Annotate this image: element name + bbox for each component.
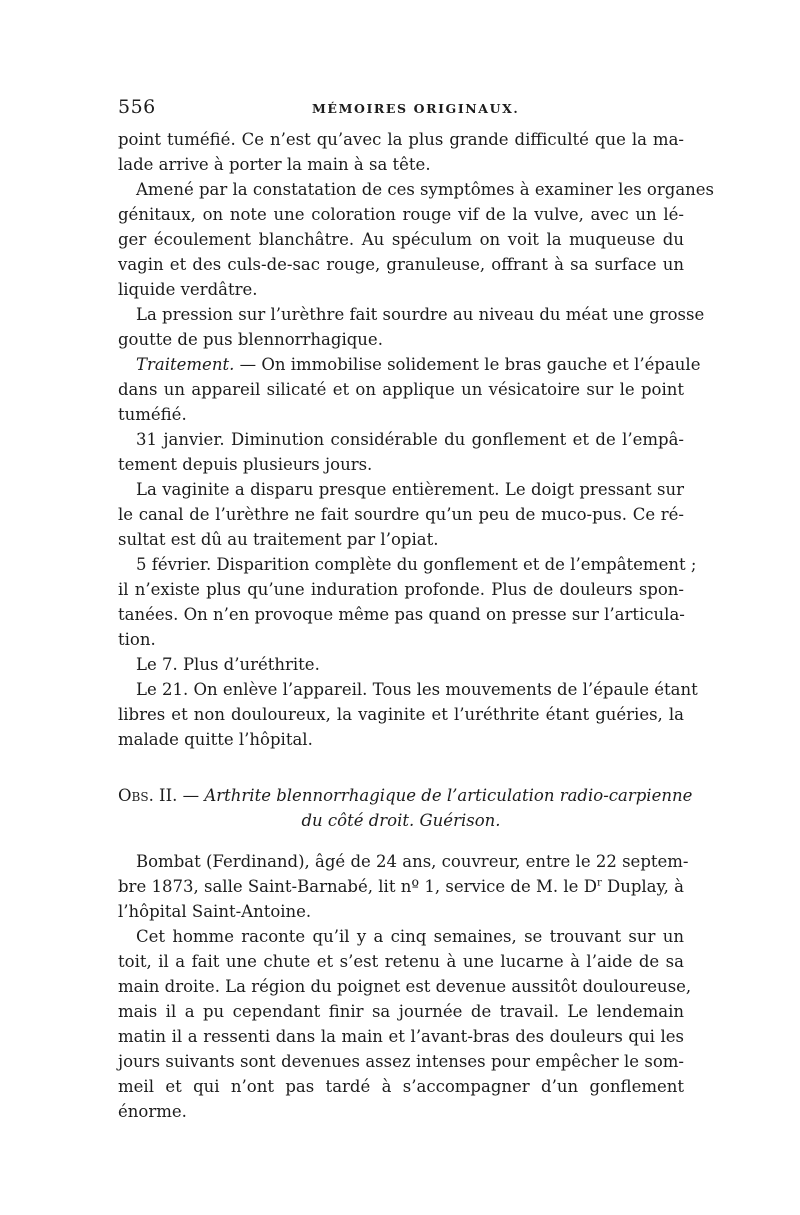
text-line: La pression sur l’urèthre fait sourdre au niveau du méat une grosse bbox=[136, 305, 705, 324]
text-line: tanées. On n’en provoque même pas quand on presse sur l’articula- bbox=[118, 605, 685, 624]
text-line: Le 7. Plus d’uréthrite. bbox=[136, 655, 320, 674]
text-line: jours suivants sont devenues assez intenses pour empêcher le som- bbox=[118, 1052, 684, 1071]
text-fragment: — On immobilise solidement le bras gauche et l’épaule bbox=[234, 355, 701, 374]
text-line: vagin et des culs-de-sac rouge, granuleuse, offrant à sa surface un bbox=[118, 255, 684, 274]
text-line: tion. bbox=[118, 630, 156, 649]
text-line: il n’existe plus qu’une induration profonde. Plus de douleurs spon- bbox=[118, 580, 684, 599]
observation-heading bbox=[118, 783, 693, 833]
text-line: énorme. bbox=[118, 1102, 187, 1121]
text-line: Amené par la constatation de ces symptômes à examiner les organes bbox=[136, 180, 715, 199]
text-line: main droite. La région du poignet est devenue aussitôt douloureuse, bbox=[118, 977, 692, 996]
text-line: La vaginite a disparu presque entièrement. Le doigt pressant sur bbox=[136, 480, 684, 499]
text-line: tuméfié. bbox=[118, 405, 187, 424]
observation-dash: — bbox=[177, 786, 205, 805]
text-line: génitaux, on note une coloration rouge vif de la vulve, avec un lé- bbox=[118, 205, 684, 224]
observation-title: Arthrite blennorrhagique de l’articulation radio-carpienne bbox=[204, 786, 693, 805]
text-fragment: bre 1873, salle Saint-Barnabé, lit nº 1, service de M. le bbox=[118, 877, 579, 896]
observation-text bbox=[118, 849, 692, 1124]
text-line: sultat est dû au traitement par l’opiat. bbox=[118, 530, 439, 549]
text-line: lade arrive à porter la main à sa tête. bbox=[118, 155, 431, 174]
text-line: toit, il a fait une chute et s’est retenu à une lucarne à l’aide de sa bbox=[118, 952, 684, 971]
text-line: le canal de l’urèthre ne fait sourdre qu’un peu de muco-pus. Ce ré- bbox=[118, 505, 684, 524]
page-header bbox=[118, 96, 684, 120]
text-line: 31 janvier. Diminution considérable du gonflement et de l’empâ- bbox=[136, 430, 684, 449]
case-continuation-text bbox=[118, 127, 715, 752]
treatment-label: Traitement. bbox=[136, 355, 235, 374]
text-line: liquide verdâtre. bbox=[118, 280, 258, 299]
text-line: matin il a ressenti dans la main et l’avant-bras des douleurs qui les bbox=[118, 1027, 684, 1046]
text-line: tement depuis plusieurs jours. bbox=[118, 455, 373, 474]
treatment-line bbox=[118, 352, 701, 377]
text-line: l’hôpital Saint-Antoine. bbox=[118, 902, 312, 921]
running-title: MÉMOIRES ORIGINAUX. bbox=[312, 101, 520, 116]
text-line: ger écoulement blanchâtre. Au spéculum on voit la muqueuse du bbox=[118, 230, 684, 249]
page-number: 556 bbox=[118, 96, 156, 118]
text-line: dans un appareil silicaté et on applique un vésicatoire sur le point bbox=[118, 380, 684, 399]
text-fragment: Duplay, à bbox=[601, 877, 684, 896]
observation-subtitle: du côté droit. Guérison. bbox=[301, 811, 501, 830]
text-line: goutte de pus blennorrhagique. bbox=[118, 330, 383, 349]
doctor-abbrev-sup: r bbox=[596, 877, 602, 889]
text-line: mais il a pu cependant finir sa journée de travail. Le lendemain bbox=[118, 1002, 684, 1021]
text-line: point tuméfié. Ce n’est qu’avec la plus grande difficulté que la ma- bbox=[118, 130, 684, 149]
text-line: 5 février. Disparition complète du gonflement et de l’empâtement ; bbox=[136, 555, 697, 574]
observation-label: Obs. II. bbox=[118, 786, 178, 805]
text-line-with-title bbox=[118, 874, 684, 899]
text-line: Cet homme raconte qu’il y a cinq semaines, se trouvant sur un bbox=[136, 927, 684, 946]
text-line: Bombat (Ferdinand), âgé de 24 ans, couvreur, entre le 22 septem- bbox=[136, 852, 689, 871]
text-line: Le 21. On enlève l’appareil. Tous les mouvements de l’épaule étant bbox=[136, 680, 698, 699]
text-line: libres et non douloureux, la vaginite et l’uréthrite étant guéries, la bbox=[118, 705, 684, 724]
text-line: malade quitte l’hôpital. bbox=[118, 730, 313, 749]
text-line: meil et qui n’ont pas tardé à s’accompagner d’un gonflement bbox=[118, 1077, 684, 1096]
doctor-abbrev: $D^r$ bbox=[583, 877, 602, 896]
observation-heading-line bbox=[118, 783, 693, 808]
